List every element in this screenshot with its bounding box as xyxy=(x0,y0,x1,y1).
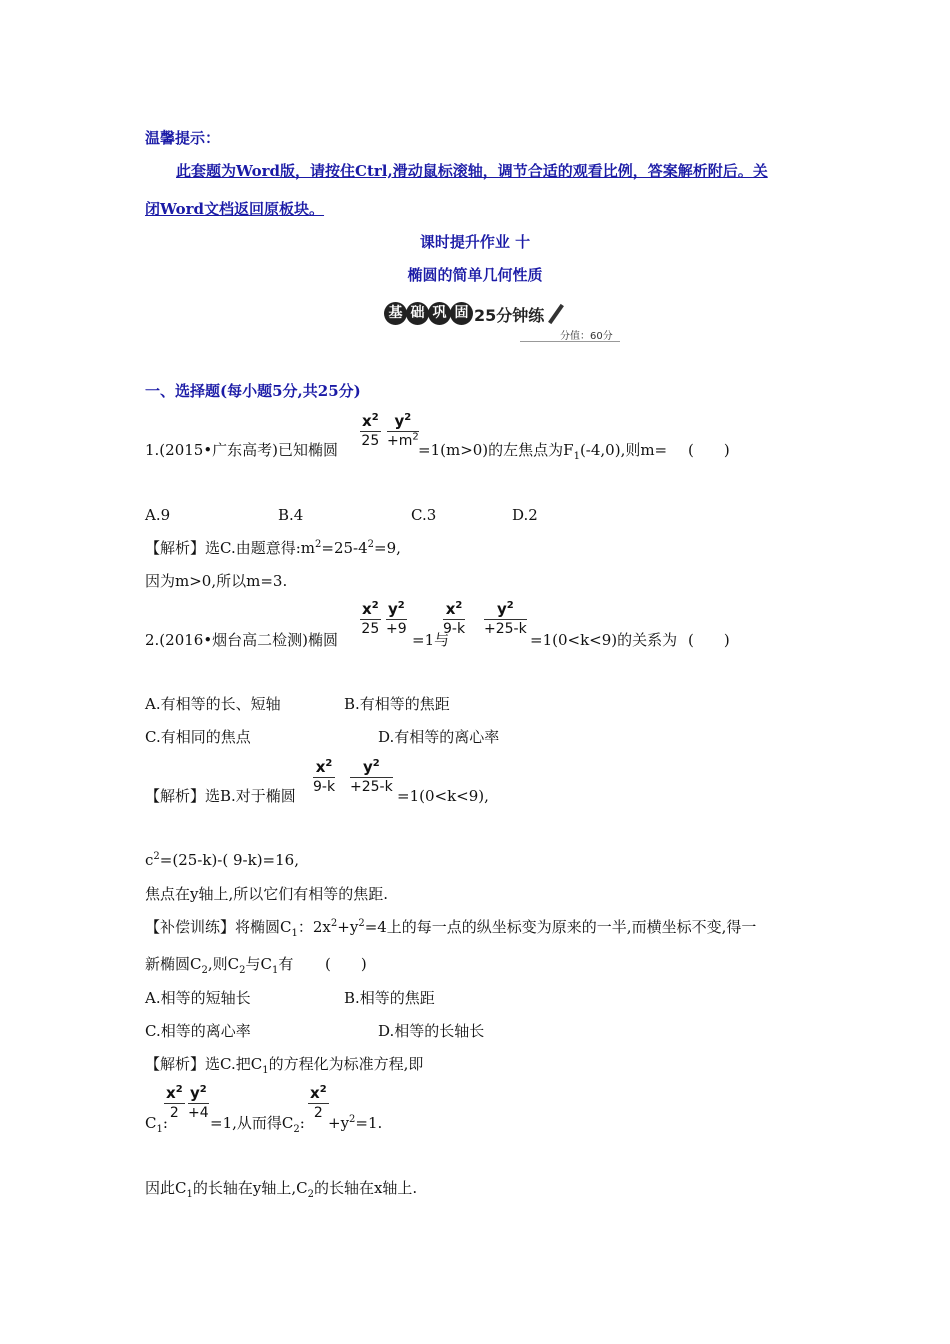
question-2-suffix: =1(0<k<9)的关系为 xyxy=(530,631,678,649)
notice-title: 温馨提示： xyxy=(145,129,221,147)
analysis-2-line3: 焦点在y轴上,所以它们有相等的焦距. xyxy=(145,885,389,903)
question-2-mid: =1与 xyxy=(412,631,450,649)
fraction: $\frac{x^2}{9-k}$ xyxy=(443,600,466,637)
option-d[interactable]: D.相等的长轴长 xyxy=(378,1022,485,1040)
banner-char: 基 xyxy=(384,302,407,325)
option-c[interactable]: C.有相同的焦点 xyxy=(145,728,251,746)
notice-line1[interactable]: 此套题为Word版，请按住Ctrl,滑动鼠标滚轴，调节合适的观看比例，答案解析附后。关 xyxy=(176,162,768,180)
fraction: $\frac{x^2}{9-k}$ xyxy=(313,758,336,795)
question-1-prefix: 1.(2015•广东高考)已知椭圆 xyxy=(145,441,339,459)
option-b[interactable]: B.有相等的焦距 xyxy=(344,695,450,713)
option-b[interactable]: B.相等的焦距 xyxy=(344,989,435,1007)
fraction: $\frac{y^2}{+25-k}$ xyxy=(350,758,393,795)
option-d[interactable]: D.有相等的离心率 xyxy=(378,728,500,746)
score-label: 分值：60分 xyxy=(560,331,613,342)
banner-char: 础 xyxy=(406,302,429,325)
bc-line2: 新椭圆$C_2$,则$C_2$与$C_1$有 xyxy=(145,955,294,976)
option-a[interactable]: A.有相等的长、短轴 xyxy=(145,695,281,713)
fraction: $\frac{x^2}{2}$ xyxy=(310,1084,327,1121)
analysis-3-conclusion: 因此$C_1$的长轴在y轴上$,C_2$的长轴在x轴上. xyxy=(145,1179,418,1200)
question-1-suffix: =1(m>0)的左焦点为$F_1(-4,0)$,则m= xyxy=(418,441,668,462)
analysis-2-suffix: =1(0<k<9), xyxy=(397,787,489,805)
answer-blank[interactable]: ( ) xyxy=(688,441,730,459)
banner-time: 25分钟练 xyxy=(474,306,545,325)
fraction: $\frac{y^2}{+m^2}$ xyxy=(387,412,419,449)
score-underline xyxy=(520,341,620,342)
analysis-1-line2: 因为m>0,所以m=3. xyxy=(145,572,288,590)
option-b[interactable]: B.4 xyxy=(278,506,304,524)
banner-char: 固 xyxy=(450,302,473,325)
fraction: $\frac{x^2}{2}$ xyxy=(166,1084,183,1121)
fraction: $\frac{y^2}{+9}$ xyxy=(386,600,407,637)
analysis-3-c2: =1,从而得$C_2$: xyxy=(210,1114,305,1135)
answer-blank[interactable]: ( ) xyxy=(688,631,730,649)
page-subtitle: 椭圆的简单几何性质 xyxy=(407,266,543,284)
option-c[interactable]: C.3 xyxy=(411,506,437,524)
section-heading: 一、选择题(每小题5分,共25分) xyxy=(145,382,361,400)
option-d[interactable]: D.2 xyxy=(512,506,538,524)
page-title: 课时提升作业 十 xyxy=(419,233,531,251)
fraction: $\frac{y^2}{+4}$ xyxy=(188,1084,209,1121)
analysis-1: 【解析】选C.由题意得$:m^2=25-4^2=9$, xyxy=(145,539,401,557)
pen-icon xyxy=(548,304,564,324)
notice-line2[interactable]: 闭Word文档返回原板块。 xyxy=(145,200,325,218)
option-a[interactable]: A.9 xyxy=(145,506,171,524)
fraction: $\frac{y^2}{+25-k}$ xyxy=(484,600,527,637)
analysis-3-c2-tail: $+y^2=1$. xyxy=(328,1114,383,1132)
option-c[interactable]: C.相等的离心率 xyxy=(145,1022,251,1040)
question-2-prefix: 2.(2016•烟台高二检测)椭圆 xyxy=(145,631,339,649)
analysis-2: 【解析】选B.对于椭圆 xyxy=(145,787,296,805)
bc-line1: 【补偿训练】将椭圆$C_1$：$2x^2+y^2=4$上的每一点的纵坐标变为原来的一半,而横坐标不变,得一 xyxy=(145,918,757,939)
answer-blank[interactable]: ( ) xyxy=(325,955,367,973)
banner-char: 巩 xyxy=(428,302,451,325)
analysis-2-line2: $c^2=(25-k)-$( 9-k)=16, xyxy=(145,851,299,869)
analysis-3: 【解析】选C.把$C_1$的方程化为标准方程,即 xyxy=(145,1055,424,1076)
analysis-3-c1: $C_1$: xyxy=(145,1114,168,1135)
option-a[interactable]: A.相等的短轴长 xyxy=(145,989,251,1007)
section-banner xyxy=(384,301,576,327)
fraction: $\frac{x^2}{25}$ xyxy=(361,600,380,637)
fraction: $\frac{x^2}{25}$ xyxy=(361,412,380,449)
